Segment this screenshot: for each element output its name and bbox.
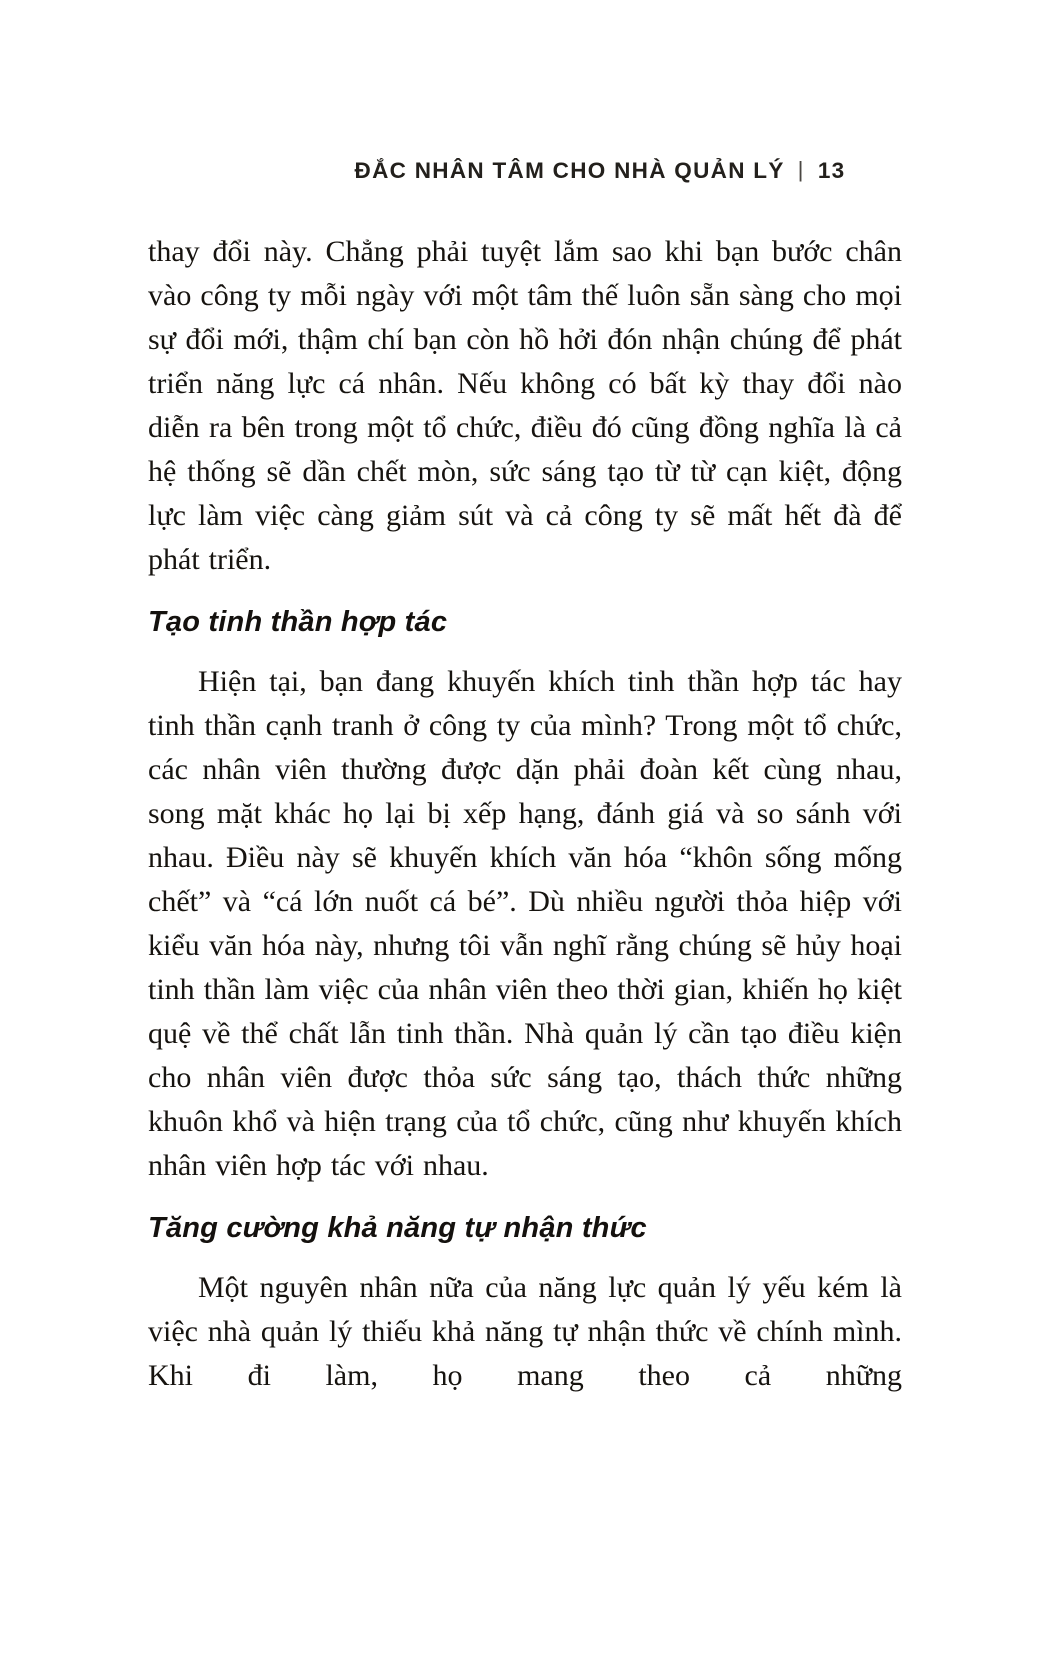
running-head-separator: | [797, 157, 805, 182]
running-head-title: ĐẮC NHÂN TÂM CHO NHÀ QUẢN LÝ [354, 158, 785, 183]
paragraph-self-awareness: Một nguyên nhân nữa của năng lực quản lý yếu kém là việc nhà quản lý thiếu khả năng tự nhận thức về chính mình. Khi đi làm, họ mang theo cả những [148, 1271, 902, 1392]
section-heading-self-awareness: Tăng cường khả năng tự nhận thức [148, 1212, 647, 1244]
page-number: 13 [817, 158, 846, 183]
page-body [148, 230, 902, 1398]
section-heading-cooperation: Tạo tinh thần hợp tác [148, 606, 448, 638]
paragraph-change-continuation: thay đổi này. Chẳng phải tuyệt lắm sao khi bạn bước chân vào công ty mỗi ngày với một tâm thế luôn sẵn sàng cho mọi sự đổi mới, thậm chí bạn còn hồ hởi đón nhận chúng để phát triển năng lực cá nhân. Nếu không có bất kỳ thay đổi nào diễn ra bên trong một tổ chức, điều đó cũng đồng nghĩa là cả hệ thống sẽ dần chết mòn, sức sáng tạo từ từ cạn kiệt, động lực làm việc càng giảm sút và cả công ty sẽ mất hết đà để phát triển. [148, 235, 902, 576]
running-head [148, 158, 902, 184]
paragraph-cooperation: Hiện tại, bạn đang khuyến khích tinh thần hợp tác hay tinh thần cạnh tranh ở công ty của mình? Trong một tổ chức, các nhân viên thường được dặn phải đoàn kết cùng nhau, song mặt khác họ lại bị xếp hạng, đánh giá và so sánh với nhau. Điều này sẽ khuyến khích văn hóa “khôn sống mống chết” và “cá lớn nuốt cá bé”. Dù nhiều người thỏa hiệp với kiểu văn hóa này, nhưng tôi vẫn nghĩ rằng chúng sẽ hủy hoại tinh thần làm việc của nhân viên theo thời gian, khiến họ kiệt quệ về thể chất lẫn tinh thần. Nhà quản lý cần tạo điều kiện cho nhân viên được thỏa sức sáng tạo, thách thức những khuôn khổ và hiện trạng của tổ chức, cũng như khuyến khích nhân viên hợp tác với nhau. [148, 665, 902, 1182]
